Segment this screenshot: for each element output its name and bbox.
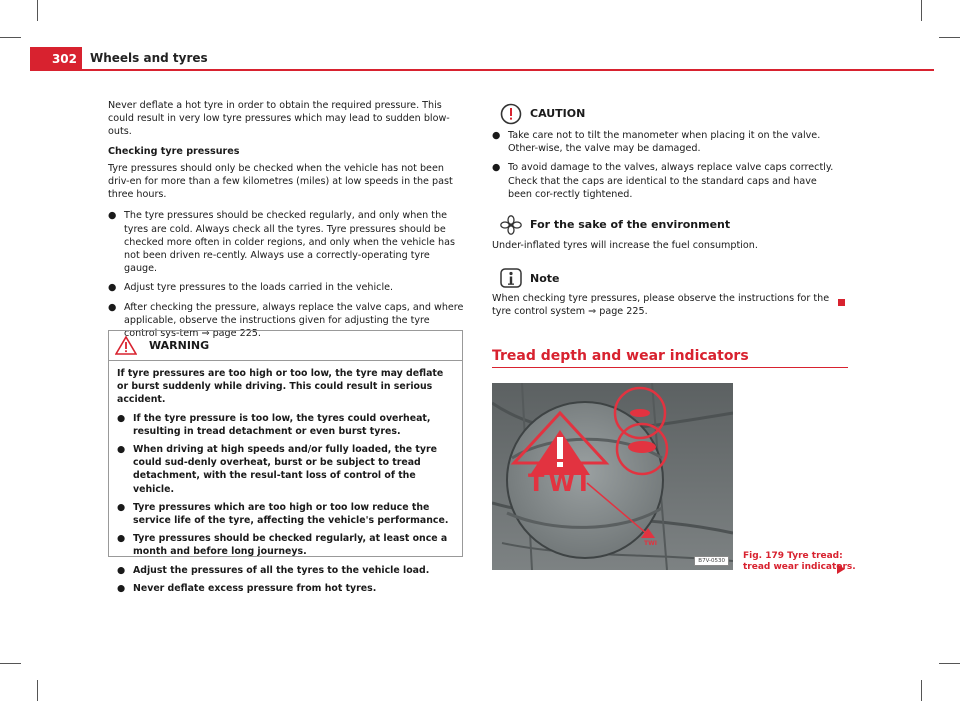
caution-label: CAUTION <box>530 107 586 121</box>
crop-mark <box>0 663 21 664</box>
bullet-icon: ● <box>117 501 126 513</box>
crop-mark <box>37 0 38 21</box>
crop-mark <box>921 680 922 701</box>
warning-body <box>109 361 462 595</box>
note-text: When checking tyre pressures, please observe the instructions for the tyre control system ⇒ page 225. <box>492 293 830 318</box>
figure-id: B7V-0530 <box>694 556 729 566</box>
list-item: ● To avoid damage to the valves, always replace valve caps correctly. Check that the caps are identical to the standard caps and have been cor-rectly tightened. <box>492 162 834 200</box>
bullet-icon: ● <box>117 582 126 594</box>
info-note-icon <box>500 268 522 288</box>
list-item: ● Tyre pressures should be checked regularly, at least once a month and before long journeys. <box>117 533 448 558</box>
bullet-icon: ● <box>117 533 126 545</box>
caution-header <box>492 103 842 125</box>
list-item: ● Take care not to tilt the manometer when placing it on the valve. Other-wise, the valve may be damaged. <box>492 130 821 155</box>
bullet-icon: ● <box>117 444 126 456</box>
environment-header <box>492 215 842 235</box>
warning-label: WARNING <box>149 339 210 352</box>
note-label: Note <box>530 271 560 285</box>
twi-small-label: TWI <box>644 540 657 547</box>
list-item: ● When driving at high speeds and/or fully loaded, the tyre could sud-denly overheat, burst or be subject to tread detachment, with the resul-tant loss of control of the vehicle. <box>117 444 437 495</box>
bullet-icon: ● <box>108 282 117 294</box>
warning-header <box>109 331 462 361</box>
bullet-icon: ● <box>117 412 126 424</box>
caution-exclamation-icon <box>500 103 522 125</box>
header-divider <box>30 69 934 71</box>
section-divider <box>492 367 848 368</box>
bullet-icon: ● <box>492 130 501 141</box>
section-heading: Tread depth and wear indicators <box>492 348 749 364</box>
crop-mark <box>939 37 960 38</box>
section-end-marker <box>838 299 845 306</box>
bullet-icon: ● <box>108 301 117 313</box>
subheading: Checking tyre pressures <box>108 145 240 157</box>
page-number: 302 <box>30 47 82 70</box>
chapter-title: Wheels and tyres <box>90 51 208 65</box>
bullet-icon: ● <box>108 210 117 222</box>
intro-paragraph: Never deflate a hot tyre in order to obtain the required pressure. This could result in very low tyre pressures which may lead to sudden blow-outs. <box>108 100 450 138</box>
tyre-tread-figure <box>492 383 733 570</box>
warning-intro: If tyre pressures are too high or too low, the tyre may deflate or burst suddenly while driving. This could result in serious accident. <box>117 368 444 406</box>
bullet-icon: ● <box>117 564 126 576</box>
body-paragraph: Tyre pressures should only be checked when the vehicle has not been driv-en for more than a few kilometres (miles) at low speeds in the past three hours. <box>108 162 453 201</box>
flower-icon <box>500 215 522 235</box>
list-item: ● Tyre pressures which are too high or too low reduce the service life of the tyre, affecting the vehicle's performance. <box>117 501 449 527</box>
crop-mark <box>0 37 21 38</box>
list-item: ● Adjust the pressures of all the tyres to the vehicle load. <box>117 564 430 576</box>
note-header <box>492 268 842 288</box>
list-item: ● The tyre pressures should be checked regularly, and only when the tyres are cold. Always check all the tyres. Tyre pressures should be checked more often in colder regions, and only when the vehicle has not been driven re-cently. Always use a correctly-operating tyre gauge. <box>108 210 455 275</box>
right-column <box>492 103 842 325</box>
bullet-icon: ● <box>492 162 501 174</box>
warning-box <box>108 330 463 594</box>
list-item: ● Never deflate excess pressure from hot tyres. <box>117 582 377 594</box>
warning-triangle-icon <box>115 336 137 355</box>
list-item: ● Adjust tyre pressures to the loads carried in the vehicle. <box>108 282 394 294</box>
environment-label: For the sake of the environment <box>530 218 731 232</box>
crop-mark <box>921 0 922 21</box>
environment-text: Under-inflated tyres will increase the fuel consumption. <box>492 240 758 252</box>
twi-large-label: TWI <box>528 469 592 497</box>
left-column <box>108 99 464 346</box>
list-item: ● After checking the pressure, always replace the valve caps, and where applicable, observe the instructions given for adjusting the tyre control sys-tem ⇒ page 225. <box>108 301 464 340</box>
crop-mark <box>37 680 38 701</box>
list-item: ● If the tyre pressure is too low, the tyres could overheat, resulting in tread detachment or even burst tyres. <box>117 412 431 437</box>
crop-mark <box>939 663 960 664</box>
continue-arrow-icon <box>837 564 845 574</box>
figure-caption: Fig. 179 Tyre tread: tread wear indicators. <box>743 551 856 572</box>
